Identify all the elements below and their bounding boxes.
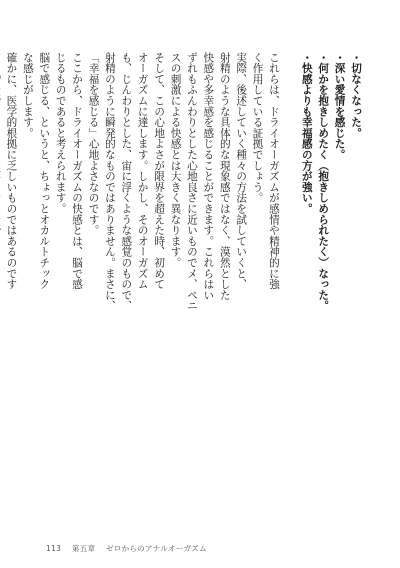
blank-line	[282, 52, 298, 527]
text-line	[0, 52, 3, 527]
text-line: 射精のように瞬発的なものではありません。まさに、	[103, 52, 116, 312]
text-line: これらは、ドライオーガズムが感情や精神的に強	[267, 52, 280, 290]
chapter-title: ゼロからのアナルオーガズム	[106, 544, 207, 553]
text-line: 確かに、医学的根拠に乏しいものではあるのです	[5, 52, 18, 290]
text-line: ・快感よりも幸福感の方が強い。	[300, 52, 313, 214]
text-line: 快感や多幸感を感じることができます。これらはい	[202, 52, 215, 301]
page-footer	[46, 543, 215, 554]
vertical-text-body	[5, 52, 364, 527]
text-line: ずれもふんわりとした心地良さに近いものでメ、ペニ	[185, 52, 198, 312]
text-line: な感じがします。	[21, 52, 34, 139]
text-line: 射精のような具体的な現象感ではなく、漠然とした	[218, 52, 231, 301]
text-line: そして、この心地よさが限界を超えた時、初めて	[153, 52, 166, 290]
text-line: スの刺激による快感とは大きく異なります。	[169, 52, 182, 268]
text-line: 実際、後述していく種々の方法を試していくと、	[235, 52, 248, 290]
text-line: ・何かを抱きしめたく（抱きしめられたく）なった。	[317, 52, 330, 312]
text-line: ここから、ドライオーガズムの快感とは、脳で感	[71, 52, 84, 290]
text-line: ・深い愛情を感じた。	[333, 52, 346, 160]
text-line: く作用している証拠でしょう。	[251, 52, 264, 204]
chapter-label: 第五章	[71, 544, 96, 553]
text-line: ・切なくなった。	[350, 52, 362, 139]
text-line: 脳で感じる、というと、ちょっとオカルトチック	[38, 52, 51, 290]
text-line: 「幸福を感じる」心地よさなのです。	[87, 52, 100, 236]
text-line: も、じんわりとした、宙に浮くような感覚のもので、	[120, 52, 133, 312]
text-line: オーガズムに達します。しかし、そのオーガズム	[136, 52, 149, 290]
page-number: 113	[46, 544, 62, 553]
text-line: じるものであると考えられます。	[54, 52, 67, 214]
